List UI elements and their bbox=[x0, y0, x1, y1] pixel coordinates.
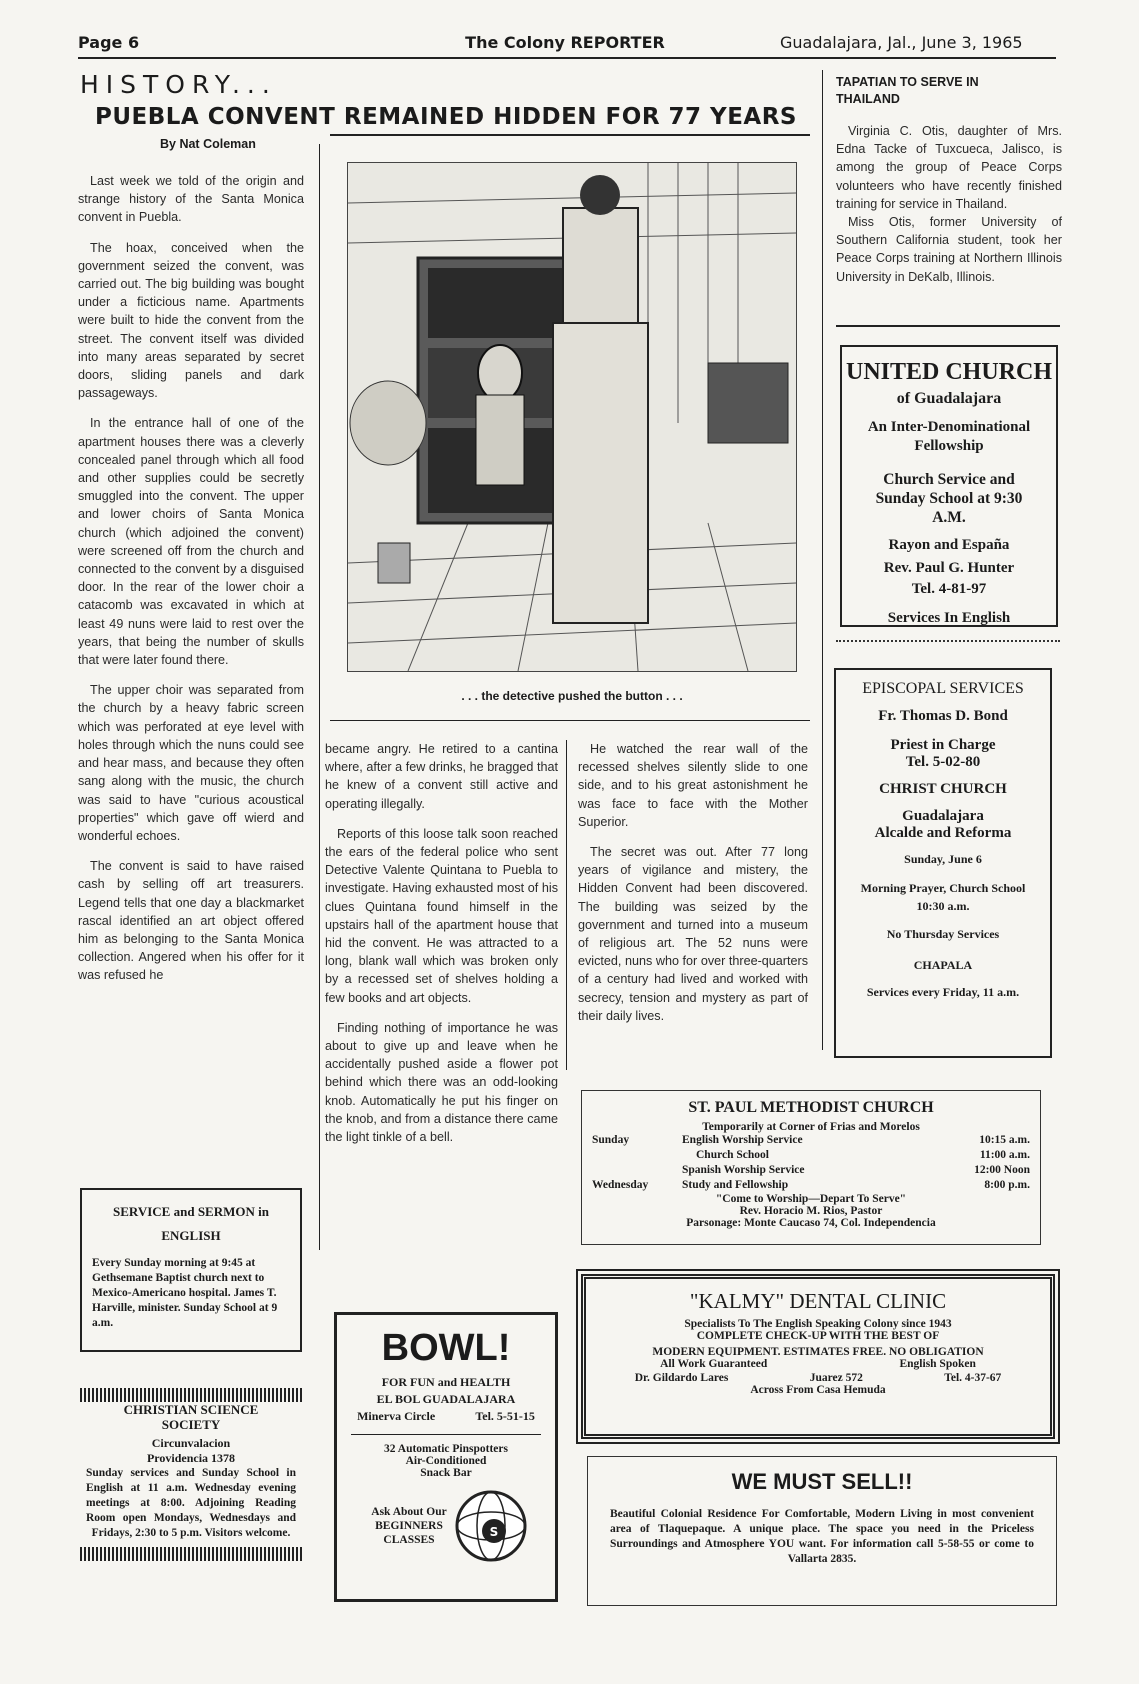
st-paul-ad bbox=[581, 1090, 1041, 1245]
bowl-tagline: FOR FUN and HEALTH bbox=[381, 1375, 511, 1389]
kalmy-guaranteed: All Work Guaranteed bbox=[660, 1358, 768, 1370]
schedule-time: 8:00 p.m. bbox=[984, 1179, 1030, 1191]
episcopal-prayer: Morning Prayer, Church School 10:30 a.m. bbox=[860, 881, 1026, 913]
united-church-ad bbox=[840, 345, 1058, 627]
paragraph: Miss Otis, former University of Southern California student, took her Peace Corps training at Northern Illinois University in DeKalb, Illinois. bbox=[836, 215, 1062, 284]
bowl-location bbox=[337, 1409, 555, 1424]
schedule-day bbox=[592, 1148, 682, 1163]
baptist-title: SERVICE and SERMON in ENGLISH bbox=[113, 1204, 269, 1243]
paragraph: Finding nothing of importance he was about to give up and leave when he accidentally pushed aside a flower pot behind which there was an odd-looking knob. Automatically he put his finger on the knob, and from a distance there came the light tinkle of a bell. bbox=[325, 1020, 558, 1145]
science-address-2: Providencia 1378 bbox=[146, 1451, 236, 1465]
schedule-row bbox=[592, 1133, 1030, 1148]
science-title: CHRISTIAN SCIENCE SOCIETY bbox=[123, 1402, 259, 1432]
decorative-border bbox=[80, 1547, 302, 1561]
sell-body: Beautiful Colonial Residence For Comfortable, Modern Living in most convenient area of Tlaquepaque. A unique place. The space you need in the Priceless Surroundings and Atmosphere YOU want. For information call 5-58-55 or come to Vallarta 2835. bbox=[610, 1508, 1034, 1565]
united-church-pastor: Rev. Paul G. Hunter bbox=[883, 560, 1015, 576]
baptist-ad bbox=[80, 1188, 302, 1352]
bowl-classes: Ask About Our BEGINNERS CLASSES bbox=[371, 1506, 447, 1546]
paragraph: Reports of this loose talk soon reached the ears of the federal police who sent Detective Valente Quintana to Puebla to investigate. Having exhausted most of his clues Quintana found himself in the upstairs hall of the apartment house that hid the convent. He was attracted to a long, blank wall which was broken only by a recessed set of shelves holding a few books and art objects. bbox=[325, 826, 558, 1005]
schedule-row bbox=[592, 1148, 1030, 1163]
episcopal-title: EPISCOPAL SERVICES bbox=[862, 680, 1024, 697]
kalmy-guarantees bbox=[594, 1358, 1042, 1370]
thailand-title: TAPATIAN TO SERVE IN THAILAND bbox=[836, 75, 979, 106]
kicker: HISTORY... bbox=[80, 70, 277, 99]
dotted-divider bbox=[836, 640, 1060, 642]
bowl-divider bbox=[351, 1434, 541, 1435]
paragraph: He watched the rear wall of the recessed shelves silently slide to one side, and to his great astonishment he was face to face with the Mother Superior. bbox=[578, 742, 808, 829]
schedule-day bbox=[592, 1163, 682, 1178]
headline-rule bbox=[330, 134, 810, 136]
kalmy-landmark: Across From Casa Hemuda bbox=[750, 1384, 886, 1396]
paragraph: The upper choir was separated from the church by a heavy fabric screen which was perforated at eye level with holes through which the nuns could see and hear mass, and because they often sang along with the music, the church was said to have "curious acoustical properties" which gave off wierd and wonderful echoes. bbox=[78, 683, 304, 843]
baptist-body: Every Sunday morning at 9:45 at Gethsemane Baptist church next to Mexico-Americano hospital. James T. Harville, minister. Sunday School at 9 a.m. bbox=[92, 1257, 278, 1329]
illustration-caption: . . . the detective pushed the button . . . bbox=[461, 689, 683, 703]
kalmy-line: Specialists To The English Speaking Colony since 1943 bbox=[684, 1318, 952, 1330]
chapala-service: Services every Friday, 11 a.m. bbox=[866, 985, 1020, 999]
schedule-item: Spanish Worship Service bbox=[682, 1164, 805, 1176]
episcopal-no-thursday: No Thursday Services bbox=[886, 927, 1000, 941]
kalmy-title: "KALMY" DENTAL CLINIC bbox=[689, 1289, 947, 1313]
schedule-item: English Worship Service bbox=[682, 1134, 803, 1146]
st-paul-location: Temporarily at Corner of Frias and Morelos bbox=[702, 1121, 920, 1133]
christ-church: CHRIST CHURCH bbox=[879, 781, 1007, 797]
kalmy-contact bbox=[594, 1372, 1042, 1384]
episcopal-role: Priest in Charge bbox=[890, 737, 996, 753]
episcopal-phone: Tel. 5-02-80 bbox=[905, 754, 981, 770]
united-church-location: Rayon and España bbox=[888, 537, 1010, 553]
united-church-tagline: An Inter-Denominational Fellowship bbox=[867, 419, 1031, 454]
st-paul-motto: "Come to Worship—Depart To Serve" bbox=[715, 1193, 907, 1205]
bowl-title: BOWL! bbox=[381, 1327, 511, 1369]
bowl-feature: 32 Automatic Pinspotters bbox=[384, 1443, 508, 1455]
sell-title: WE MUST SELL!! bbox=[731, 1469, 913, 1494]
column-rule bbox=[566, 740, 567, 1070]
schedule-day: Wednesday bbox=[592, 1179, 649, 1191]
newspaper-name: The Colony REPORTER bbox=[465, 33, 665, 52]
christian-science-ad bbox=[80, 1388, 302, 1606]
detective-illustration bbox=[348, 163, 796, 671]
paragraph: In the entrance hall of one of the apartment houses there was a cleverly concealed panel through which all food and other supplies could be secretly smuggled into the convent. The upper and lower choirs of Santa Monica church (which adjoined the convent) were screened off from the church and connected to the convent by a disguised door. In the rear of the lower choir a catacomb was excavated in which at least 49 nuns were laid to rest over the years, that being the number of skulls that were later found there. bbox=[78, 416, 304, 668]
kalmy-line: COMPLETE CHECK-UP WITH THE BEST OF bbox=[696, 1330, 940, 1342]
science-address-1: Circunvalacion bbox=[151, 1436, 231, 1450]
paragraph: The secret was out. After 77 long years of vigilance and mistery, the Hidden Convent had been discovered. The building was seized by the government and turned into a museum of religious art. The 52 nuns were evicted, nuns who for over three-quarters of a century had lived and worked with secrecy, tension and mystery as part of their daily lives. bbox=[578, 845, 808, 1023]
column-rule bbox=[319, 144, 320, 1250]
paragraph: The hoax, conceived when the government seized the convent, was carried out. The big building was bought under a ficticious name. Apartments were built to hide the convent from the street. The convent itself was divided into many areas separated by secret doors, sliding panels and dark passageways. bbox=[78, 240, 304, 401]
paragraph: The convent is said to have raised cash by selling off art treasurers. Legend tells that one day a blackmarket rascal identified an art object offered him as belonging to the Santa Monica collection. Angered when his offer for it was refused he bbox=[78, 859, 304, 983]
united-church-service: Church Service and Sunday School at 9:30 A.M. bbox=[875, 471, 1023, 526]
kalmy-phone: Tel. 4-37-67 bbox=[944, 1372, 1002, 1384]
paragraph: Virginia C. Otis, daughter of Mrs. Edna Tacke of Tuxcueca, Jalisco, is among the group of Peace Corps volunteers who have recently finished training for service in Thailand. bbox=[836, 124, 1062, 211]
illustration bbox=[347, 162, 797, 672]
episcopal-ad bbox=[834, 668, 1052, 1058]
bowl-feature: Air-Conditioned bbox=[405, 1455, 487, 1467]
kalmy-address: Juarez 572 bbox=[809, 1372, 863, 1384]
bowl-name: EL BOL GUADALAJARA bbox=[376, 1392, 516, 1406]
caption-rule bbox=[330, 720, 810, 721]
svg-text:S: S bbox=[489, 1525, 499, 1539]
bowl-feature: Snack Bar bbox=[420, 1467, 472, 1479]
bowl-phone: Tel. 5-51-15 bbox=[475, 1409, 535, 1423]
kalmy-doctor: Dr. Gildardo Lares bbox=[634, 1372, 729, 1384]
schedule-time: 11:00 a.m. bbox=[979, 1149, 1030, 1161]
schedule-item: Church School bbox=[696, 1149, 769, 1161]
dateline: Guadalajara, Jal., June 3, 1965 bbox=[780, 33, 1023, 52]
st-paul-schedule bbox=[592, 1133, 1030, 1193]
we-must-sell-ad bbox=[587, 1456, 1057, 1606]
schedule-row bbox=[592, 1163, 1030, 1178]
bowling-globe-logo bbox=[454, 1489, 528, 1563]
decorative-border bbox=[80, 1388, 302, 1402]
schedule-day: Sunday bbox=[592, 1134, 630, 1146]
episcopal-priest: Fr. Thomas D. Bond bbox=[878, 708, 1008, 724]
episcopal-date: Sunday, June 6 bbox=[904, 852, 982, 866]
united-church-name: UNITED CHURCH bbox=[845, 359, 1052, 385]
article-column-3 bbox=[578, 740, 808, 1037]
article-column-2 bbox=[325, 740, 558, 1158]
page-number: Page 6 bbox=[78, 33, 140, 52]
schedule-item: Study and Fellowship bbox=[682, 1179, 789, 1191]
st-paul-parsonage: Parsonage: Monte Caucaso 74, Col. Independencia bbox=[686, 1217, 936, 1229]
united-church-city: of Guadalajara bbox=[896, 390, 1002, 407]
bowl-circle: Minerva Circle bbox=[357, 1409, 436, 1423]
column-rule bbox=[822, 70, 823, 1050]
united-church-language: Services In English bbox=[887, 610, 1011, 626]
byline: By Nat Coleman bbox=[160, 137, 256, 151]
science-body: Sunday services and Sunday School in English at 11 a.m. Wednesday evening meetings at 8:00. Adjoining Reading Room open Mondays, Wednesdays and Fridays, 2:30 to 5 p.m. Visitors welcome. bbox=[86, 1467, 296, 1539]
header-rule bbox=[78, 57, 1056, 59]
thailand-story bbox=[836, 122, 1062, 298]
thailand-rule bbox=[836, 325, 1060, 327]
kalmy-line: MODERN EQUIPMENT. ESTIMATES FREE. NO OBLIGATION bbox=[652, 1346, 984, 1358]
st-paul-pastor: Rev. Horacio M. Rios, Pastor bbox=[739, 1205, 883, 1217]
kalmy-english: English Spoken bbox=[899, 1358, 976, 1370]
united-church-phone: Tel. 4-81-97 bbox=[911, 581, 987, 597]
kalmy-dental-ad bbox=[581, 1274, 1055, 1439]
episcopal-address: Alcalde and Reforma bbox=[874, 825, 1012, 841]
chapala-title: CHAPALA bbox=[913, 958, 973, 972]
schedule-time: 12:00 Noon bbox=[974, 1164, 1030, 1176]
bowl-footer bbox=[337, 1489, 555, 1563]
article-column-1 bbox=[78, 172, 304, 997]
episcopal-city: Guadalajara bbox=[902, 808, 984, 824]
paragraph: became angry. He retired to a cantina where, after a few drinks, he bragged that he knew of a convent still active and operating illegally. bbox=[325, 742, 558, 811]
schedule-row bbox=[592, 1178, 1030, 1193]
paragraph: Last week we told of the origin and strange history of the Santa Monica convent in Puebla. bbox=[78, 174, 304, 225]
headline: PUEBLA CONVENT REMAINED HIDDEN FOR 77 YEARS bbox=[95, 104, 797, 130]
bowl-ad bbox=[334, 1312, 558, 1602]
st-paul-title: ST. PAUL METHODIST CHURCH bbox=[688, 1099, 934, 1116]
schedule-time: 10:15 a.m. bbox=[979, 1134, 1030, 1146]
